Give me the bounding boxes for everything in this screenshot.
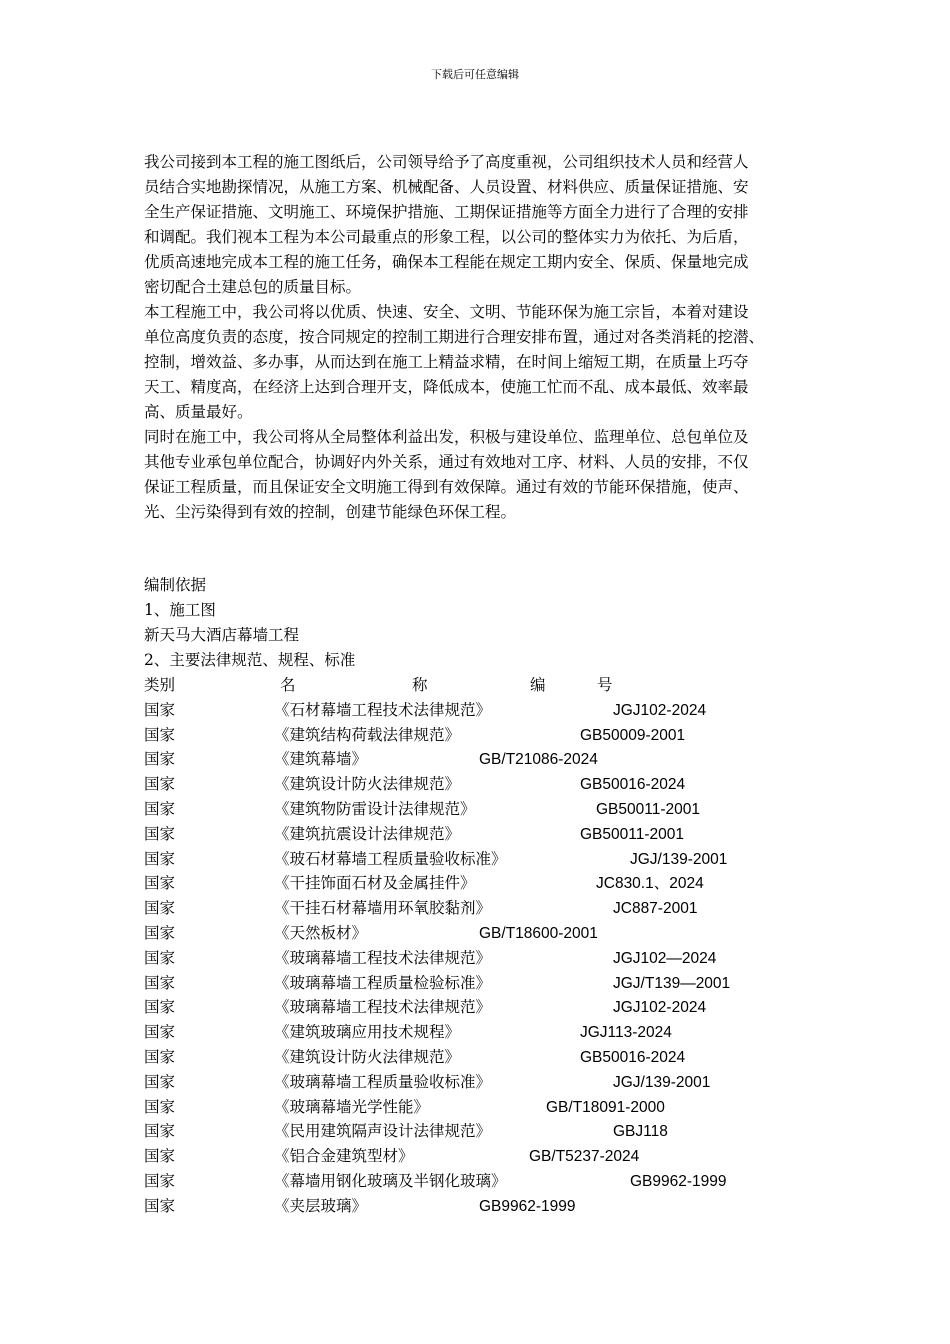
row-category: 国家 [144,775,176,794]
row-code: GB50011-2001 [596,800,700,818]
text-line: 全生产保证措施、文明施工、环境保护措施、工期保证措施等方面全力进行了合理的安排 [144,203,749,221]
text-line: 同时在施工中，我公司将从全局整体利益出发，积极与建设单位、监理单位、总包单位及 [144,428,749,446]
row-code: GB50011-2001 [580,825,684,843]
text-line: 单位高度负责的态度，按合同规定的控制工期进行合理安排布置，通过对各类消耗的挖潜、 [144,328,765,346]
header-code-2: 号 [597,676,613,694]
table-row [144,1020,814,1045]
row-category: 国家 [144,849,176,868]
row-category: 国家 [144,1097,176,1116]
row-name: 《建筑设计防火法律规范》 [274,775,461,794]
text-line: 密切配合土建总包的质量目标。 [144,278,362,296]
row-category: 国家 [144,1047,176,1066]
table-row [144,1070,814,1095]
row-category: 国家 [144,1122,176,1141]
row-code: GB9962-1999 [630,1172,727,1190]
row-name: 《天然板材》 [274,923,368,942]
row-name: 《玻璃幕墙光学性能》 [274,1097,430,1116]
row-code: JGJ/T139—2001 [613,974,731,992]
text-line: 我公司接到本工程的施工图纸后，公司领导给予了高度重视，公司组织技术人员和经营人 [144,153,749,171]
row-code: GB50016-2024 [580,776,686,794]
table-row [144,723,814,748]
row-name: 《玻璃幕墙工程质量检验标准》 [274,973,492,992]
table-row [144,971,814,996]
text-line: 其他专业承包单位配合，协调好内外关系，通过有效地对工序、材料、人员的安排，不仅 [144,453,749,471]
row-name: 《建筑玻璃应用技术规程》 [274,1023,461,1042]
row-category: 国家 [144,874,176,893]
row-name: 《干挂饰面石材及金属挂件》 [274,874,476,893]
table-row [144,946,814,971]
row-code: JGJ102—2024 [613,949,717,967]
row-category: 国家 [144,1147,176,1166]
row-category: 国家 [144,700,176,719]
header-name-2: 称 [412,676,428,694]
row-code: JC830.1、2024 [596,875,704,893]
row-code: GB/T5237-2024 [529,1148,640,1166]
section-title: 编制依据 [144,576,207,594]
row-name: 《干挂石材幕墙用环氧胶黏剂》 [274,899,492,918]
header-code-1: 编 [530,676,546,694]
row-category: 国家 [144,1171,176,1190]
row-name: 《建筑抗震设计法律规范》 [274,824,461,843]
row-category: 国家 [144,750,176,769]
table-row [144,1045,814,1070]
row-code: GB/T18600-2001 [479,924,598,942]
row-category: 国家 [144,948,176,967]
text-line: 天工、精度高，在经济上达到合理开支，降低成本，使施工忙而不乱、成本最低、效率最 [144,378,749,396]
row-name: 《铝合金建筑型材》 [274,1147,414,1166]
row-name: 《幕墙用钢化玻璃及半钢化玻璃》 [274,1171,507,1190]
table-row [144,772,814,797]
text-line: 光、尘污染得到有效的控制，创建节能绿色环保工程。 [144,503,517,521]
row-code: JGJ/139-2001 [630,850,728,868]
text-line: 本工程施工中，我公司将以优质、快速、安全、文明、节能环保为施工宗旨，本着对建设 [144,303,749,321]
row-name: 《建筑幕墙》 [274,750,368,769]
row-category: 国家 [144,824,176,843]
table-row [144,1119,814,1144]
row-name: 《玻石材幕墙工程质量验收标准》 [274,849,507,868]
row-code: GB9962-1999 [479,1197,576,1215]
row-code: GB/T21086-2024 [479,751,598,769]
table-row [144,747,814,772]
header-name-1: 名 [280,676,296,694]
text-line: 保证工程质量，而且保证安全文明施工得到有效保障。通过有效的节能环保措施，使声、 [144,478,749,496]
row-code: GBJ118 [613,1123,668,1141]
row-code: JGJ/139-2001 [613,1073,711,1091]
table-row [144,1169,814,1194]
table-row [144,797,814,822]
row-category: 国家 [144,1072,176,1091]
table-header-row [144,673,814,698]
row-category: 国家 [144,1023,176,1042]
project-name: 新天马大酒店幕墙工程 [144,626,300,644]
row-name: 《夹层玻璃》 [274,1196,368,1215]
table-row [144,995,814,1020]
table-row [144,847,814,872]
row-name: 《玻璃幕墙工程质量验收标准》 [274,1072,492,1091]
row-code: GB50016-2024 [580,1048,686,1066]
row-code: GB/T18091-2000 [546,1098,665,1116]
text-line: 优质高速地完成本工程的施工任务，确保本工程能在规定工期内安全、保质、保量地完成 [144,253,749,271]
row-code: GB50009-2001 [580,726,686,744]
table-row [144,1095,814,1120]
row-category: 国家 [144,973,176,992]
row-category: 国家 [144,998,176,1017]
table-row [144,921,814,946]
row-code: JC887-2001 [613,900,698,918]
text-line: 控制，增效益、多办事，从而达到在施工上精益求精，在时间上缩短工期，在质量上巧夺 [144,353,749,371]
table-row [144,1144,814,1169]
table-row [144,698,814,723]
row-category: 国家 [144,1196,176,1215]
section-item-drawings: 1、施工图 [144,601,216,619]
row-name: 《建筑设计防火法律规范》 [274,1047,461,1066]
row-name: 《玻璃幕墙工程技术法律规范》 [274,998,492,1017]
compilation-basis-section [144,573,814,1219]
page-header: 下载后可任意编辑 [431,68,519,81]
row-name: 《建筑结构荷载法律规范》 [274,725,461,744]
section-item-standards: 2、主要法律规范、规程、标准 [144,651,356,669]
text-line: 员结合实地勘探情况，从施工方案、机械配备、人员设置、材料供应、质量保证措施、安 [144,178,749,196]
header-category: 类别 [144,676,176,694]
row-name: 《玻璃幕墙工程技术法律规范》 [274,948,492,967]
table-row [144,822,814,847]
row-name: 《民用建筑隔声设计法律规范》 [274,1122,492,1141]
table-row [144,871,814,896]
row-name: 《建筑物防雷设计法律规范》 [274,799,476,818]
row-category: 国家 [144,725,176,744]
table-row [144,1194,814,1219]
row-category: 国家 [144,799,176,818]
row-category: 国家 [144,923,176,942]
row-code: JGJ113-2024 [580,1024,672,1042]
row-code: JGJ102-2024 [613,701,707,719]
row-name: 《石材幕墙工程技术法律规范》 [274,700,492,719]
text-line: 和调配。我们视本工程为本公司最重点的形象工程，以公司的整体实力为依托、为后盾， [144,228,749,246]
row-code: JGJ102-2024 [613,999,707,1017]
text-line: 高、质量最好。 [144,403,253,421]
intro-text [144,150,814,525]
row-category: 国家 [144,899,176,918]
table-row [144,896,814,921]
